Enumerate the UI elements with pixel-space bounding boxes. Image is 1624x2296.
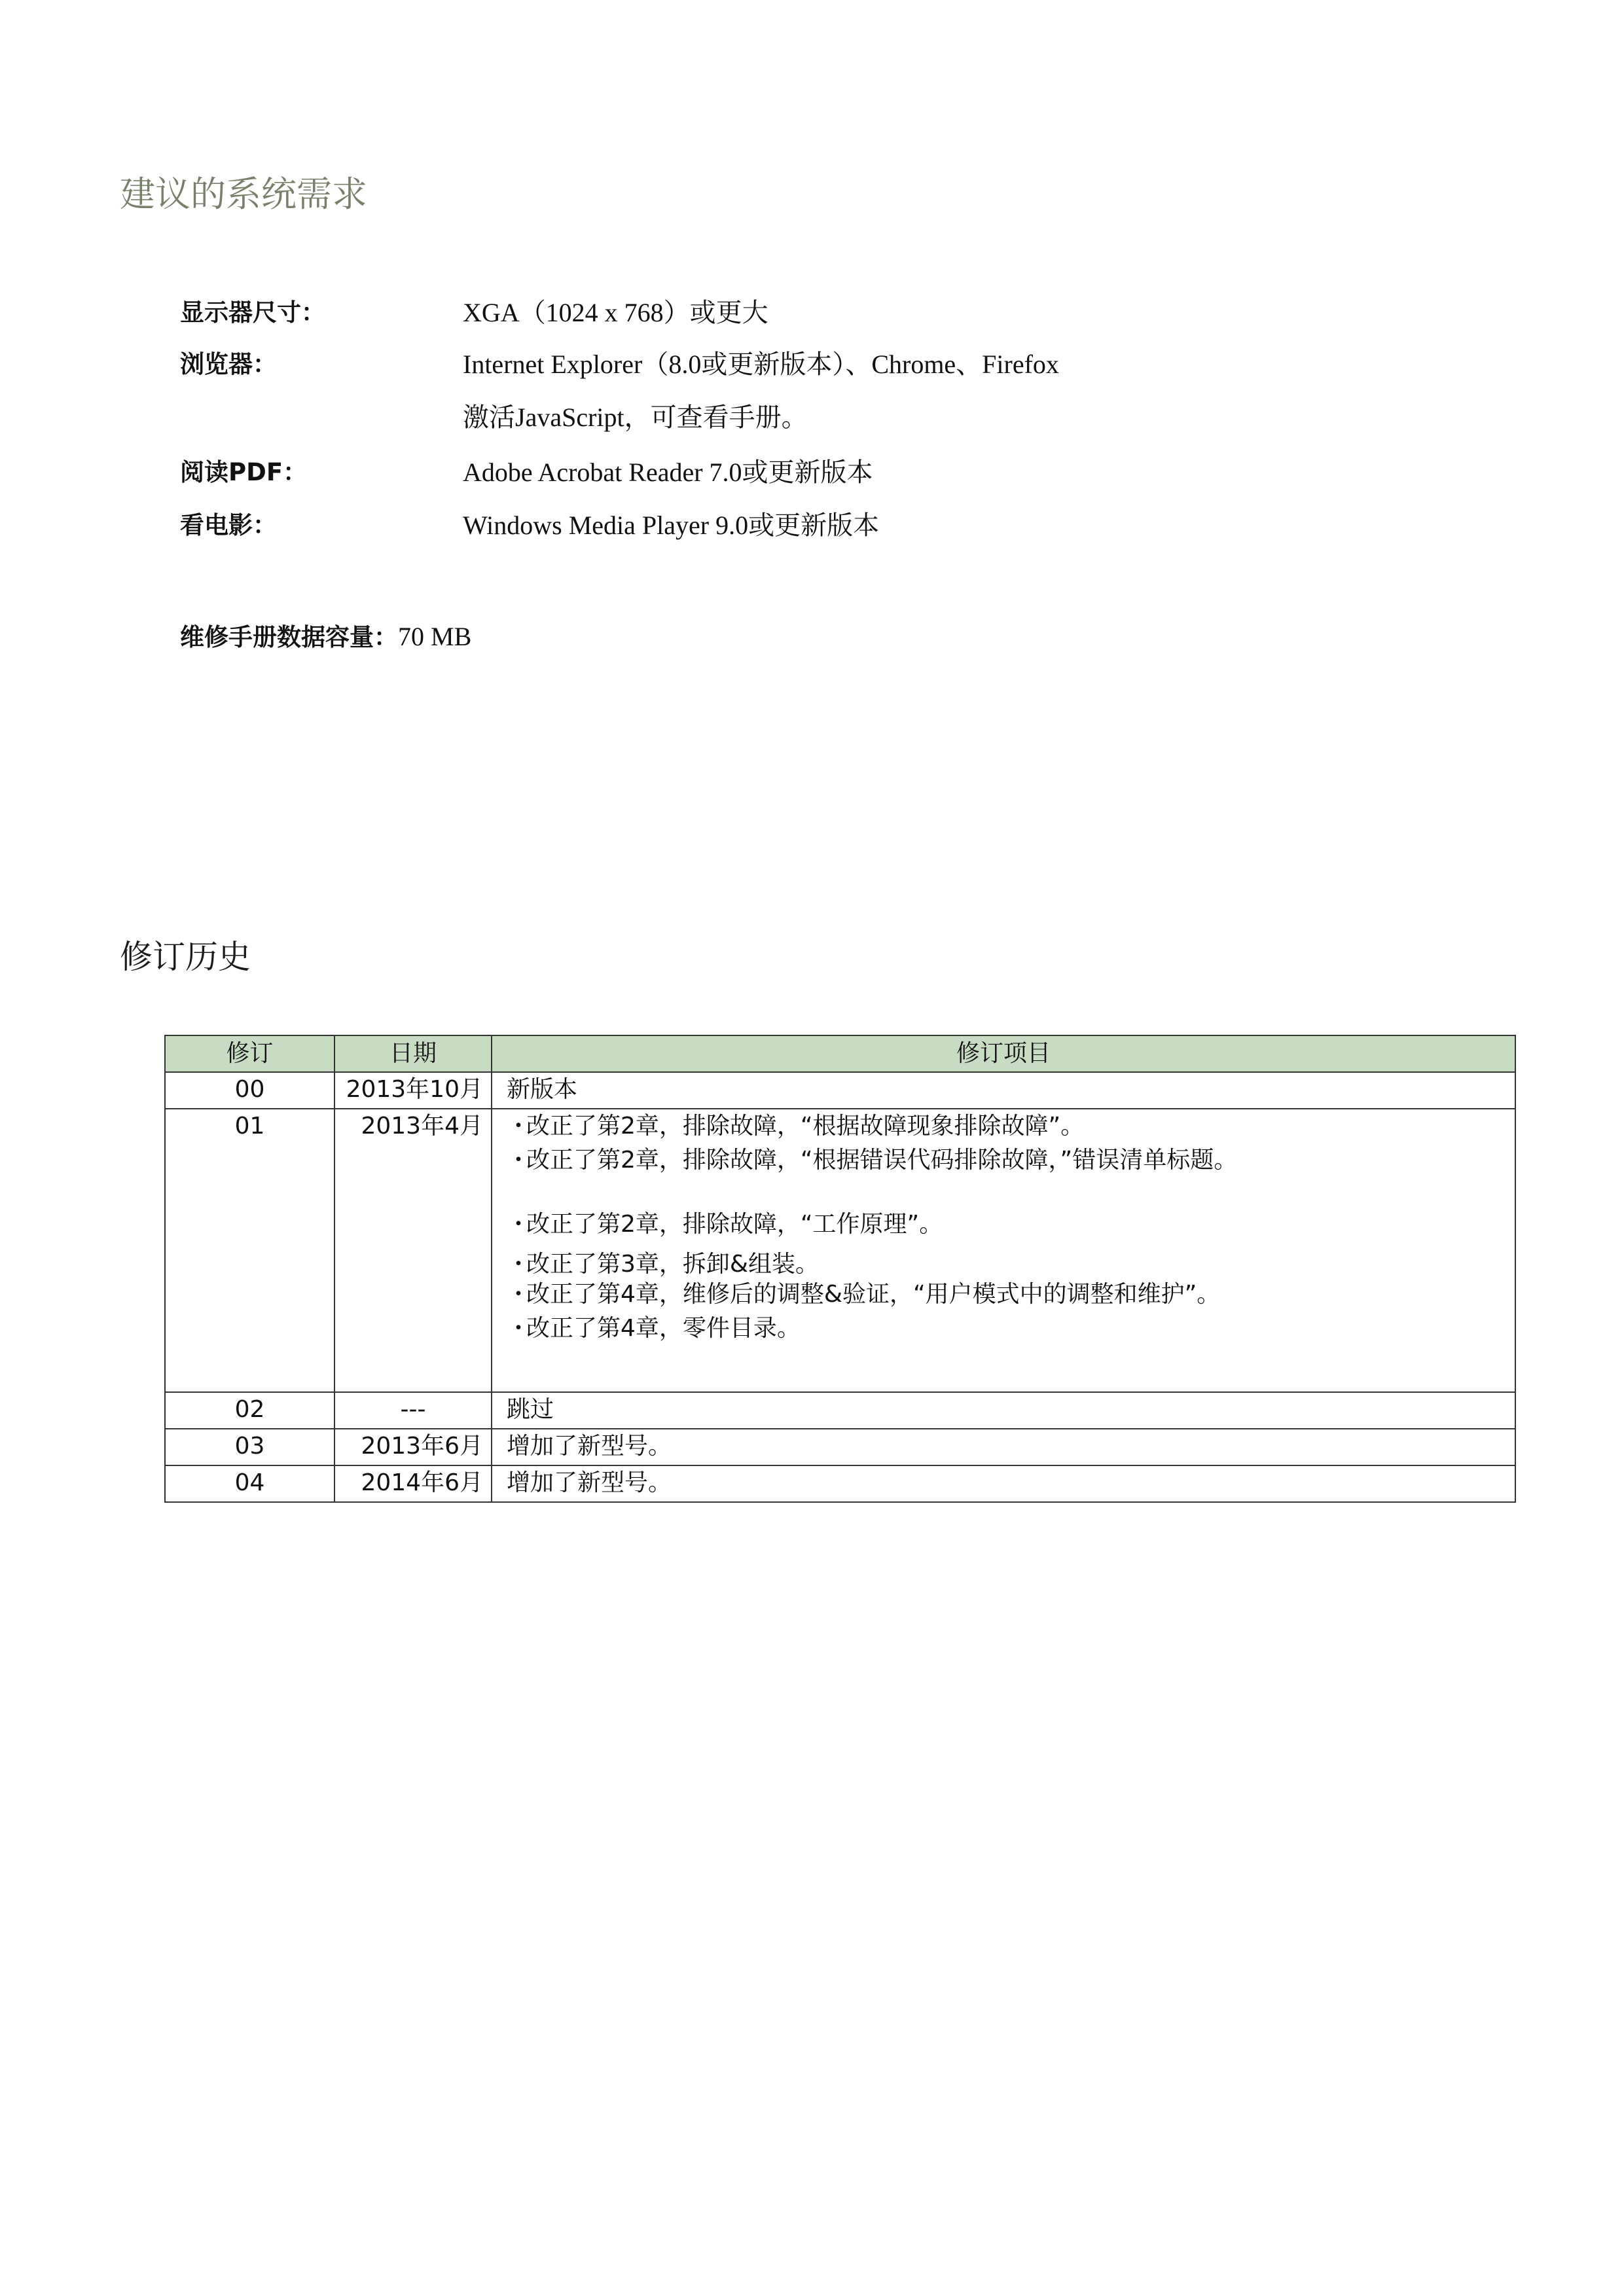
- bullet: ・: [507, 1251, 531, 1278]
- revision-number: 00: [165, 1072, 334, 1109]
- requirement-value: Internet Explorer（8.0或更新版本）、Chrome、Firefox: [463, 350, 1059, 379]
- revision-item: 改正了第4章，维修后的调整&验证，“用户模式中的调整和维护”。: [526, 1281, 1221, 1308]
- revision-item: 新版本: [492, 1072, 1515, 1109]
- requirement-row-pdf: [0, 453, 1624, 492]
- revision-item: 改正了第2章，排除故障，“根据故障现象排除故障”。: [526, 1113, 1085, 1139]
- list-item: [507, 1208, 1515, 1242]
- table-row: [165, 1109, 1515, 1392]
- revision-date: 2013年4月: [334, 1109, 492, 1392]
- revision-item: 增加了新型号。: [492, 1465, 1515, 1502]
- requirement-row-javascript: [0, 398, 1624, 437]
- bullet: ・: [507, 1113, 531, 1139]
- revision-date: 2014年6月: [334, 1465, 492, 1502]
- table-row: [165, 1429, 1515, 1465]
- requirement-row-browser: [0, 345, 1624, 384]
- revision-date: ---: [334, 1392, 492, 1429]
- table-row: [165, 1392, 1515, 1429]
- revision-item: 改正了第4章，零件目录。: [526, 1315, 801, 1342]
- revision-number: 01: [165, 1109, 334, 1392]
- bullet: ・: [507, 1211, 531, 1238]
- list-item: [507, 1249, 1515, 1280]
- revision-item: 改正了第3章，拆卸&组装。: [526, 1251, 819, 1278]
- list-item: [507, 1280, 1515, 1310]
- requirement-label: 阅读PDF：: [180, 458, 308, 486]
- revision-date: 2013年10月: [334, 1072, 492, 1109]
- column-header-revision: 修订: [165, 1035, 334, 1072]
- requirement-value: XGA（1024 x 768）或更大: [463, 298, 768, 327]
- bullet: ・: [507, 1147, 531, 1174]
- revision-number: 03: [165, 1429, 334, 1465]
- requirement-value: Windows Media Player 9.0或更新版本: [463, 511, 880, 540]
- list-item: [507, 1143, 1515, 1177]
- list-item: [507, 1109, 1515, 1143]
- manual-data-capacity: [180, 617, 471, 662]
- bullet: ・: [507, 1281, 531, 1308]
- column-header-date: 日期: [334, 1035, 492, 1072]
- table-row: [165, 1465, 1515, 1502]
- requirement-value: 激活JavaScript，可查看手册。: [463, 403, 808, 432]
- revision-history-table: [164, 1035, 1516, 1503]
- revision-items-cell: [492, 1109, 1515, 1392]
- revision-number: 04: [165, 1465, 334, 1502]
- revision-date: 2013年6月: [334, 1429, 492, 1465]
- requirement-row-display: [0, 293, 1624, 332]
- revision-item: 改正了第2章，排除故障，“根据错误代码排除故障，”错误清单标题。: [526, 1147, 1238, 1174]
- capacity-value: 70 MB: [398, 622, 472, 651]
- requirement-label: 浏览器：: [180, 350, 277, 378]
- table-row: [165, 1072, 1515, 1109]
- revision-number: 02: [165, 1392, 334, 1429]
- capacity-label: 维修手册数据容量：: [180, 623, 398, 651]
- table-header-row: [165, 1035, 1515, 1072]
- requirement-label: 显示器尺寸：: [180, 298, 325, 327]
- list-item: [507, 1314, 1515, 1344]
- requirements-title: 建议的系统需求: [120, 173, 367, 215]
- bullet: ・: [507, 1315, 531, 1342]
- requirement-label: 看电影：: [180, 511, 277, 539]
- revision-item: 跳过: [492, 1392, 1515, 1429]
- revision-item: 增加了新型号。: [492, 1429, 1515, 1465]
- requirement-value: Adobe Acrobat Reader 7.0或更新版本: [463, 457, 873, 487]
- column-header-items: 修订项目: [492, 1035, 1515, 1072]
- requirement-row-movie: [0, 506, 1624, 545]
- revision-history-title: 修订历史: [120, 938, 251, 976]
- revision-item: 改正了第2章，排除故障，“工作原理”。: [526, 1211, 943, 1238]
- revision-item-list: [507, 1109, 1515, 1344]
